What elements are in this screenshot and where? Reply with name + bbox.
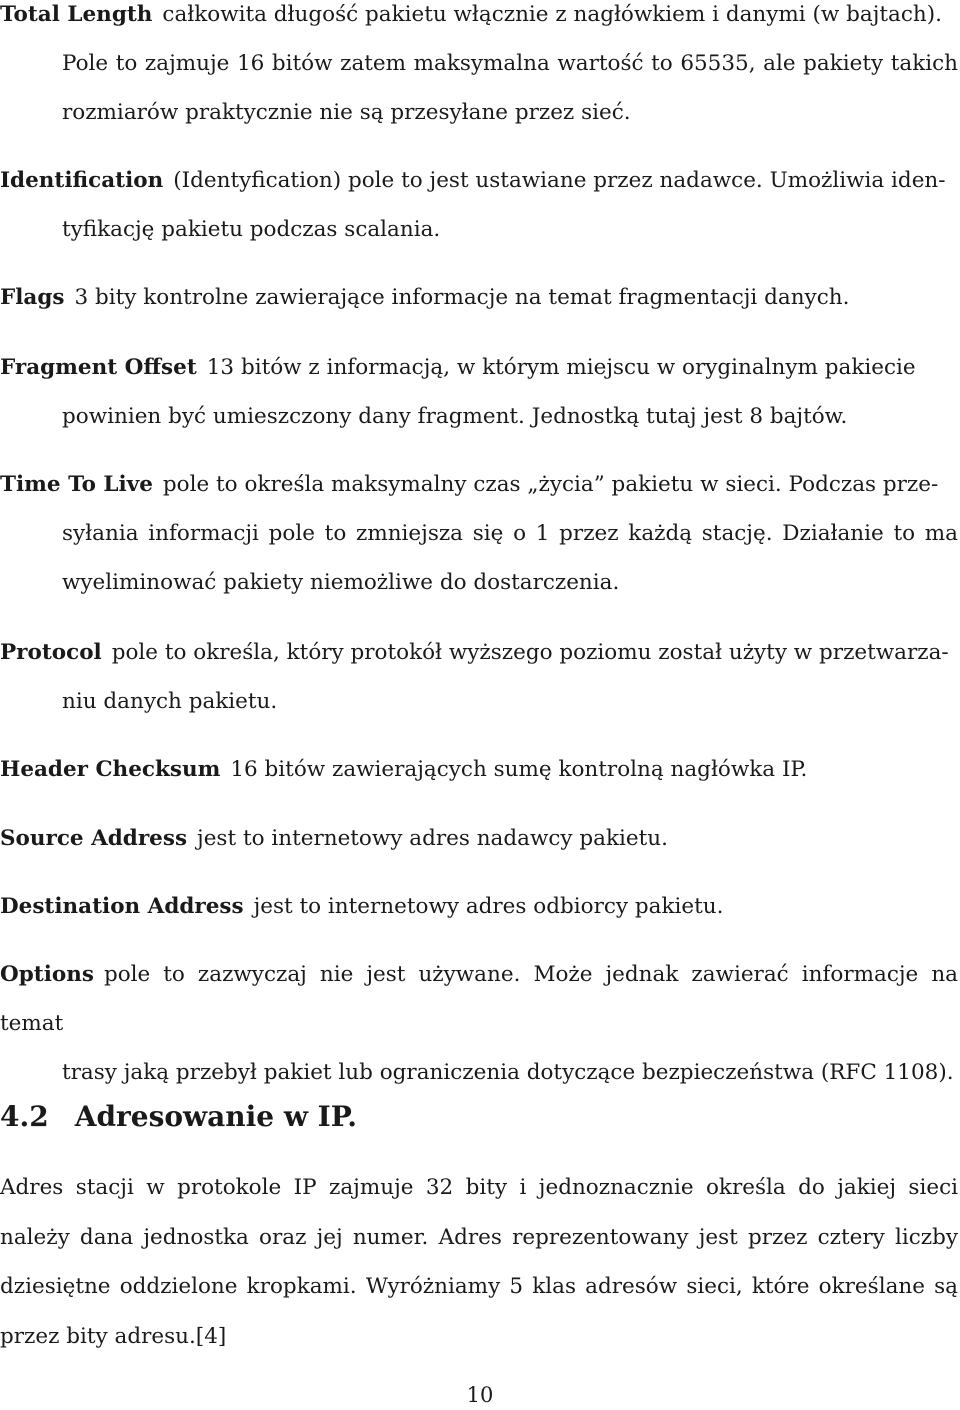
definition-time-to-live <box>0 460 958 607</box>
definition-protocol <box>0 628 958 726</box>
definition-continuation: tyfikację pakietu podczas scalania. <box>62 217 441 242</box>
definition-text: całkowita długość pakietu włącznie z nagłówkiem i danymi (w bajtach). <box>162 2 942 27</box>
definition-term: Fragment Offset <box>0 355 197 380</box>
section-heading <box>0 1092 357 1142</box>
definition-header-checksum <box>0 745 958 794</box>
definition-term: Options <box>0 962 94 987</box>
definition-term: Identification <box>0 168 164 193</box>
page-number: 10 <box>466 1383 494 1407</box>
definition-continuation: niu danych pakietu. <box>62 689 278 714</box>
definition-text: (Identyfication) pole to jest ustawiane przez nadawce. Umożliwia iden- <box>173 168 946 193</box>
definition-term: Flags <box>0 285 65 310</box>
definition-text: jest to internetowy adres nadawcy pakietu. <box>197 826 668 851</box>
definition-continuation: Pole to zajmuje 16 bitów zatem maksymalna wartość to 65535, ale pakiety takich rozmiarów praktycznie nie są przesyłane przez sieć. <box>62 51 958 125</box>
definition-continuation: trasy jaką przebył pakiet lub ograniczenia dotyczące bezpieczeństwa (RFC 1108). <box>62 1060 954 1085</box>
section-title: Adresowanie w IP. <box>74 1100 357 1133</box>
definition-text: pole to określa, który protokół wyższego poziomu został użyty w przetwarza- <box>111 640 949 665</box>
definition-text: 3 bity kontrolne zawierające informacje na temat fragmentacji danych. <box>74 285 850 310</box>
definition-term: Source Address <box>0 826 188 851</box>
definition-fragment-offset <box>0 343 958 441</box>
definition-flags <box>0 273 958 322</box>
definition-continuation: powinien być umieszczony dany fragment. Jednostką tutaj jest 8 bajtów. <box>62 404 848 429</box>
definition-term: Total Length <box>0 2 153 27</box>
definition-identification <box>0 156 958 254</box>
definition-text: pole to zazwyczaj nie jest używane. Może jednak zawierać informacje na temat <box>0 962 958 1036</box>
definition-term: Header Checksum <box>0 757 221 782</box>
body-paragraph: Adres stacji w protokole IP zajmuje 32 bity i jednoznacznie określa do jakiej sieci należy dana jednostka oraz jej numer. Adres reprezentowany jest przez cztery liczby dziesiętne oddzielone kropkami. Wyróżniamy 5 klas adresów sieci, które określane są przez bity adresu.[4] <box>0 1175 958 1349</box>
definition-options <box>0 950 958 1097</box>
definition-destination-address <box>0 882 958 931</box>
section-number: 4.2 <box>0 1100 49 1133</box>
definition-total-length <box>0 0 958 137</box>
definition-term: Time To Live <box>0 472 153 497</box>
definition-text: jest to internetowy adres odbiorcy pakietu. <box>253 894 724 919</box>
definition-continuation: syłania informacji pole to zmniejsza się o 1 przez każdą stację. Działanie to ma wyeliminować pakiety niemożliwe do dostarczenia. <box>62 521 958 595</box>
definition-source-address <box>0 814 958 863</box>
definition-text: pole to określa maksymalny czas „życia” pakietu w sieci. Podczas prze- <box>162 472 939 497</box>
definition-text: 13 bitów z informacją, w którym miejscu w oryginalnym pakiecie <box>206 355 916 380</box>
definition-term: Protocol <box>0 640 102 665</box>
definition-text: 16 bitów zawierających sumę kontrolną nagłówka IP. <box>230 757 808 782</box>
definition-term: Destination Address <box>0 894 244 919</box>
